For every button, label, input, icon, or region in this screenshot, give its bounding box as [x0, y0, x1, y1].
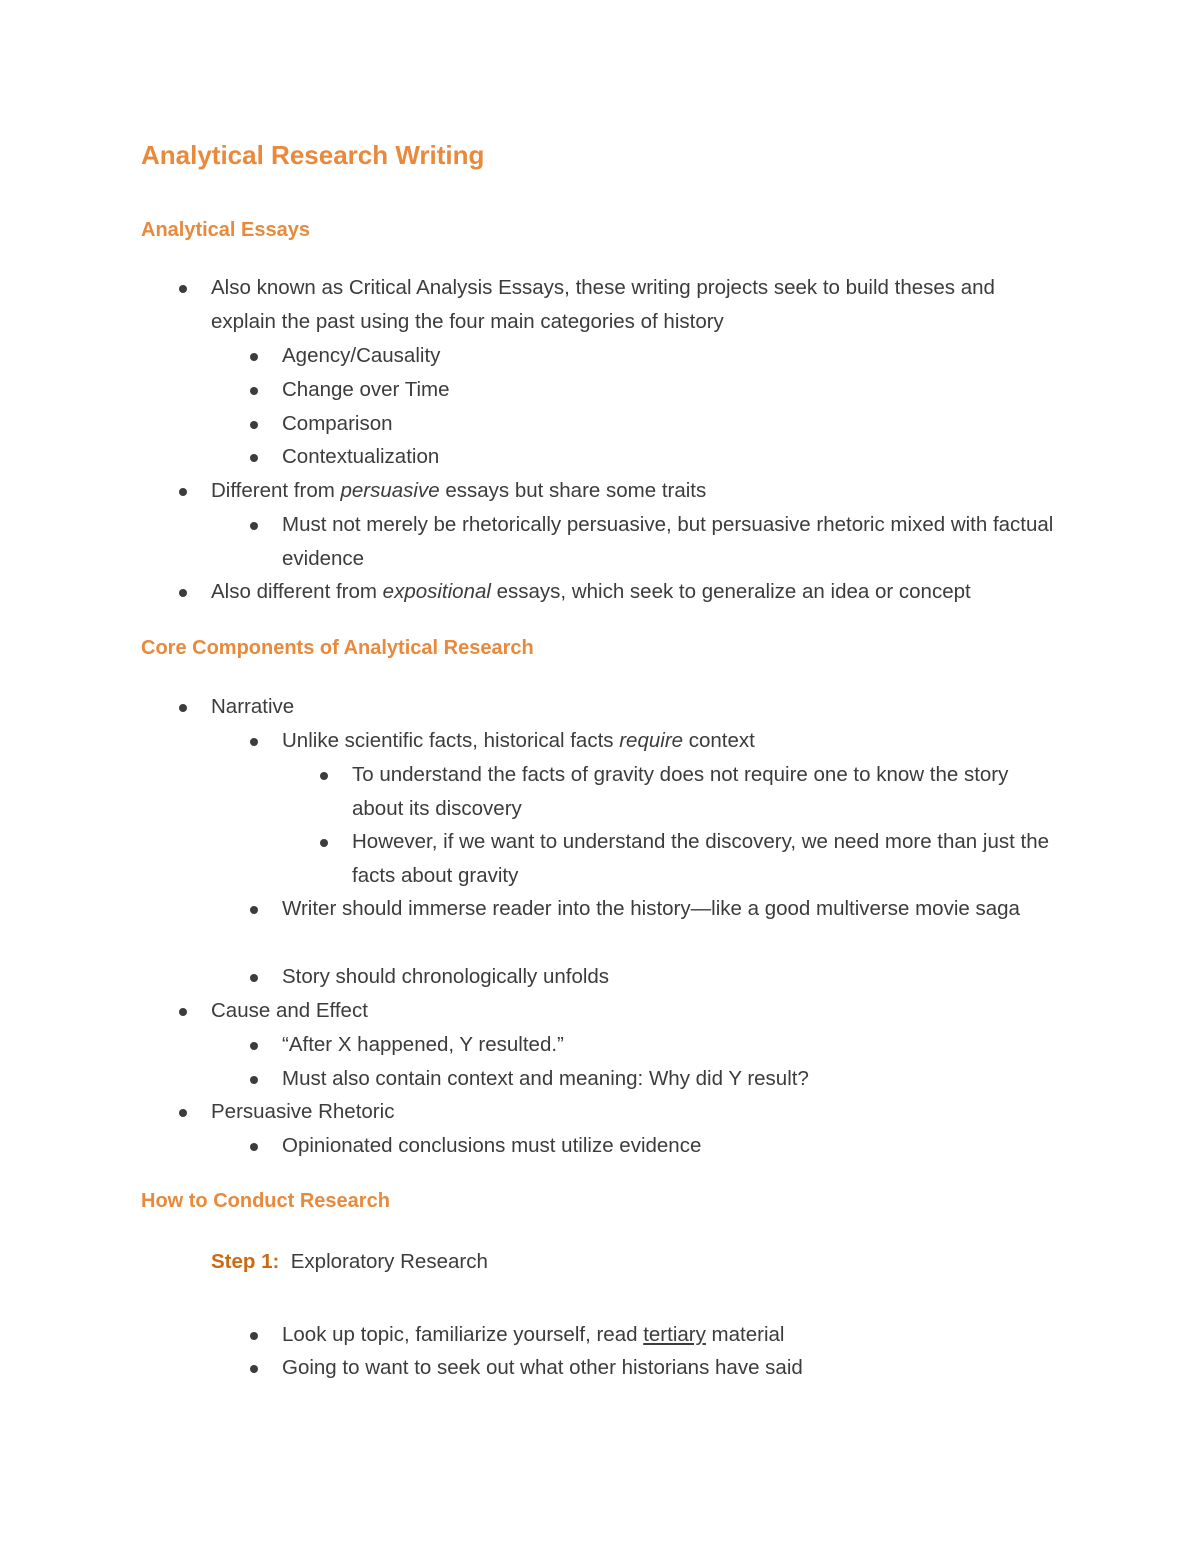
bullet-icon [179, 488, 187, 496]
list-item [282, 1062, 1062, 1096]
bullet-icon [250, 421, 258, 429]
list-item-text: However, if we want to understand the discovery, we need more than just the facts about gravity [352, 830, 1049, 887]
list-item [352, 825, 1062, 893]
list-item-text: “After X happened, Y resulted.” [282, 1033, 564, 1056]
list-item [282, 892, 1062, 926]
list-item [282, 960, 1062, 994]
list-item [211, 994, 1041, 1028]
bullet-icon [179, 589, 187, 597]
bullet-icon [250, 522, 258, 530]
list-item-text: Going to want to seek out what other historians have said [282, 1356, 803, 1379]
bullet-icon [250, 1143, 258, 1151]
list-item-text: Comparison [282, 412, 393, 435]
bullet-icon [179, 1109, 187, 1117]
heading-core-components: Core Components of Analytical Research [141, 637, 534, 659]
emphasis-text: persuasive [340, 479, 440, 502]
list-item-text: Opinionated conclusions must utilize evidence [282, 1134, 702, 1157]
list-item-text: Also different from [211, 580, 383, 603]
list-item [282, 1028, 1062, 1062]
step-line [211, 1245, 488, 1279]
list-item [282, 1318, 1062, 1352]
list-item-text: Different from [211, 479, 341, 502]
bullet-icon [179, 704, 187, 712]
list-item [211, 575, 1041, 609]
bullet-icon [320, 839, 328, 847]
list-item-text: Also known as Critical Analysis Essays, these writing projects seek to build theses and explain the past using the four main categories of history [211, 276, 995, 333]
list-item-text: context [683, 729, 755, 752]
bullet-icon [250, 1042, 258, 1050]
bullet-icon [250, 974, 258, 982]
list-item-text: Change over Time [282, 378, 450, 401]
list-item-text: Must also contain context and meaning: Why did Y result? [282, 1067, 809, 1090]
bullet-icon [250, 1332, 258, 1340]
list-item [282, 407, 1062, 441]
step-text: Exploratory Research [279, 1250, 488, 1273]
list-item-text: Must not merely be rhetorically persuasive, but persuasive rhetoric mixed with factual evidence [282, 513, 1054, 570]
list-item-text: Persuasive Rhetoric [211, 1100, 395, 1123]
bullet-icon [320, 772, 328, 780]
bullet-icon [179, 285, 187, 293]
list-item-text: Writer should immerse reader into the history—like a good multiverse movie saga [282, 897, 1020, 920]
step-label: Step 1: [211, 1250, 280, 1273]
list-item-text: Cause and Effect [211, 999, 368, 1022]
list-item [282, 373, 1062, 407]
list-item-text: material [705, 1323, 785, 1346]
bullet-icon [250, 353, 258, 361]
heading-how-to-research: How to Conduct Research [141, 1190, 390, 1212]
list-item-text: Narrative [211, 695, 295, 718]
bullet-icon [250, 1076, 258, 1084]
bullet-icon [250, 738, 258, 746]
list-item [211, 690, 1041, 724]
document-title: Analytical Research Writing [141, 140, 485, 170]
list-item-text: essays but share some traits [439, 479, 707, 502]
bullet-icon [250, 1365, 258, 1373]
bullet-icon [250, 906, 258, 914]
emphasis-text: expositional [382, 580, 491, 603]
bullet-icon [250, 387, 258, 395]
list-item-text: Story should chronologically unfolds [282, 965, 610, 988]
list-item-text: Agency/Causality [282, 344, 441, 367]
bullet-icon [179, 1008, 187, 1016]
list-item-text: Contextualization [282, 445, 440, 468]
list-item-text: Look up topic, familiarize yourself, read [282, 1323, 644, 1346]
list-item-text: essays, which seek to generalize an idea or concept [490, 580, 971, 603]
list-item [282, 1129, 1062, 1163]
list-item-text: Unlike scientific facts, historical facts [282, 729, 620, 752]
heading-analytical-essays: Analytical Essays [141, 219, 310, 241]
emphasis-text: require [619, 729, 684, 752]
list-item [282, 440, 1062, 474]
list-item [211, 1095, 1041, 1129]
list-item [282, 724, 1062, 758]
underlined-text: tertiary [643, 1323, 706, 1346]
list-item [282, 508, 1062, 576]
list-item-text: To understand the facts of gravity does not require one to know the story about its discovery [352, 763, 1009, 820]
list-item [352, 758, 1062, 826]
bullet-icon [250, 454, 258, 462]
list-item [211, 474, 1041, 508]
list-item [282, 339, 1062, 373]
list-item [211, 271, 1041, 339]
list-item [282, 1351, 1062, 1385]
